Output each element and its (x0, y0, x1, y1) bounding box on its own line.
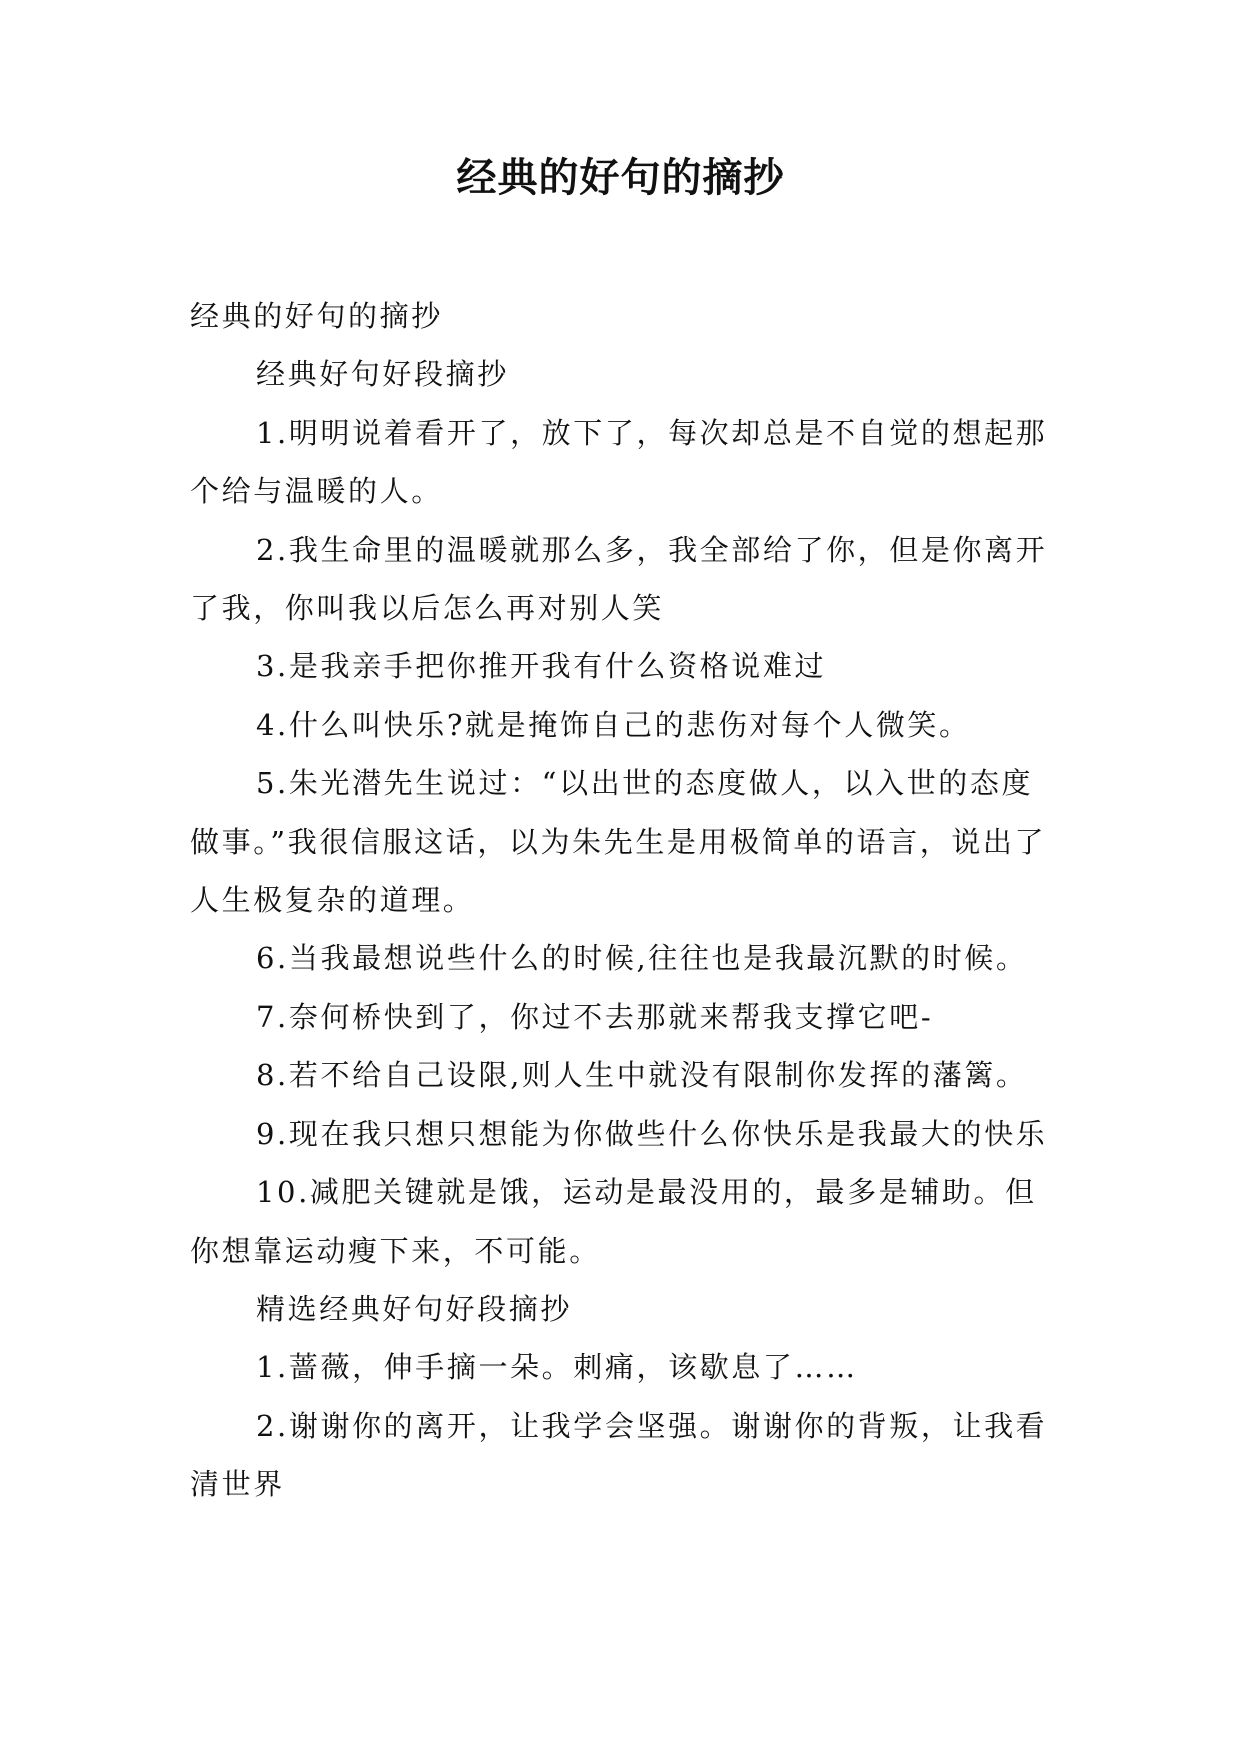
quote-item: 10.减肥关键就是饿，运动是最没用的，最多是辅助。但你想靠运动瘦下来，不可能。 (190, 1175, 1037, 1268)
quote-item: 8.若不给自己设限,则人生中就没有限制你发挥的藩篱。 (256, 1058, 1028, 1093)
document-body (190, 287, 1056, 1514)
document-title: 经典的好句的摘抄 (456, 154, 785, 201)
section-heading: 经典好句好段摘抄 (256, 357, 509, 392)
quote-item: 7.奈何桥快到了，你过不去那就来帮我支撑它吧- (256, 999, 934, 1034)
section-heading: 精选经典好句好段摘抄 (256, 1291, 573, 1326)
quote-item: 4.什么叫快乐?就是掩饰自己的悲伤对每个人微笑。 (256, 707, 971, 742)
quote-item: 1.明明说着看开了，放下了，每次却总是不自觉的想起那个给与温暖的人。 (190, 415, 1048, 509)
paragraph-heading: 经典的好句的摘抄 (190, 299, 443, 333)
quote-item: 9.现在我只想只想能为你做些什么你快乐是我最大的快乐 (256, 1116, 1048, 1151)
quote-item: 3.是我亲手把你推开我有什么资格说难过 (256, 649, 827, 684)
quote-item: 6.当我最想说些什么的时候,往往也是我最沉默的时候。 (256, 941, 1028, 976)
quote-item: 5.朱光潜先生说过：“以出世的态度做人，以入世的态度做事。”我很信服这话，以为朱先生是用极简单的语言，说出了人生极复杂的道理。 (190, 766, 1047, 918)
quote-item: 1.蔷薇，伸手摘一朵。刺痛，该歇息了…… (256, 1350, 858, 1385)
quote-item: 2.谢谢你的离开，让我学会坚强。谢谢你的背叛，让我看清世界 (190, 1408, 1048, 1502)
quote-item: 2.我生命里的温暖就那么多，我全部给了你，但是你离开了我，你叫我以后怎么再对别人笑 (190, 532, 1048, 626)
